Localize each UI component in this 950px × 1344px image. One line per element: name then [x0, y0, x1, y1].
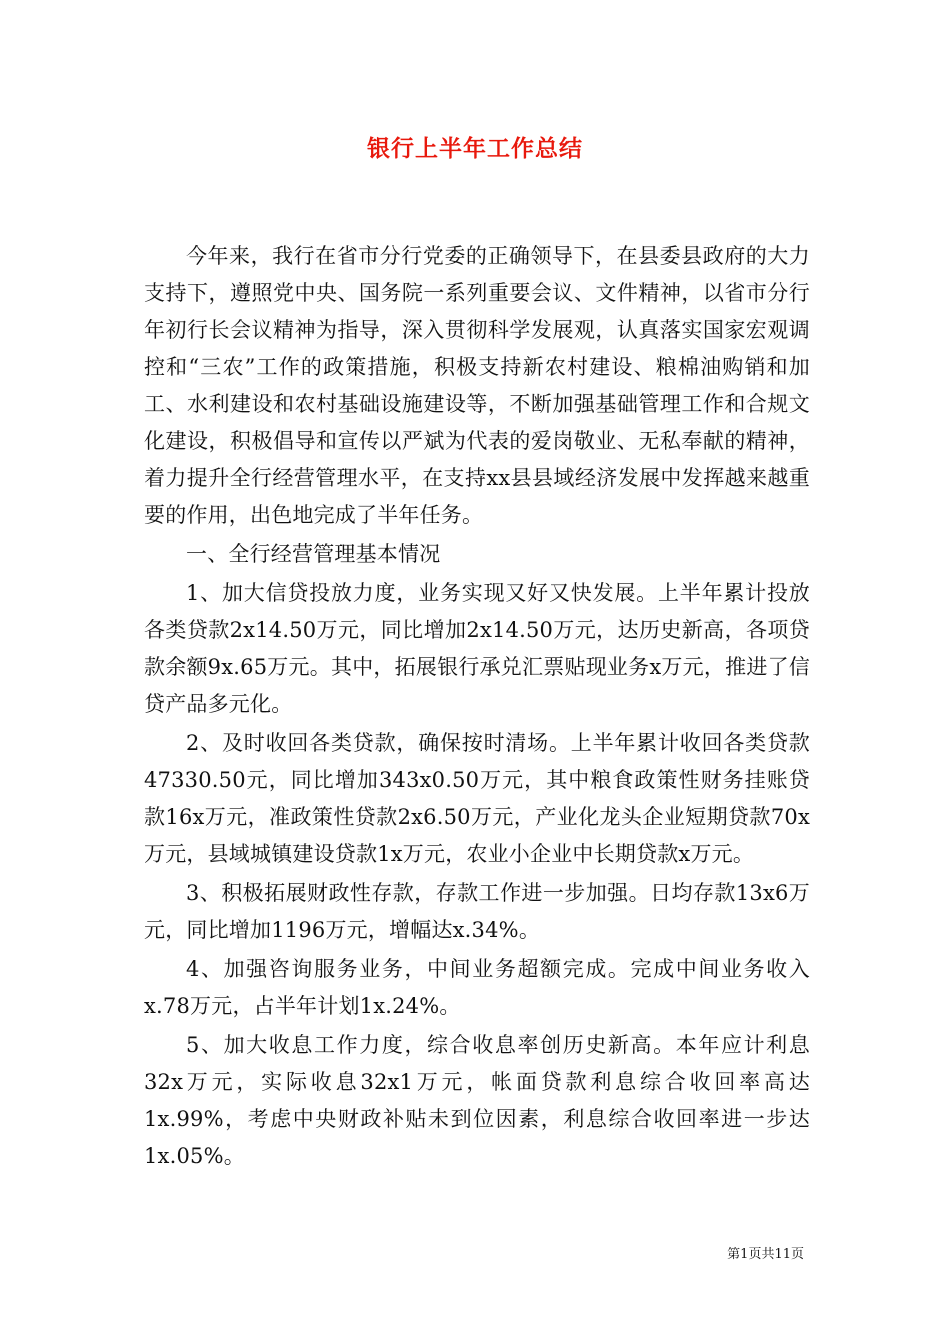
- document-title: 银行上半年工作总结: [367, 136, 583, 162]
- paragraph-intro: 今年来，我行在省市分行党委的正确领导下，在县委县政府的大力支持下，遵照党中央、国务院一系列重要会议、文件精神，以省市分行年初行长会议精神为指导，深入贯彻科学发展观，认真落实国家宏观调控和“三农”工作的政策措施，积极支持新农村建设、粮棉油购销和加工、水利建设和农村基础设施建设等，不断加强基础管理工作和合规文化建设，积极倡导和宣传以严斌为代表的爱岗敬业、无私奉献的精神，着力提升全行经营管理水平，在支持xx县县域经济发展中发挥越来越重要的作用，出色地完成了半年任务。: [144, 244, 810, 527]
- page-number: 第1页共11页: [727, 1247, 804, 1262]
- document-body: [144, 238, 810, 1177]
- paragraph-item-1: 1、加大信贷投放力度，业务实现又好又快发展。上半年累计投放各类贷款2x14.50万元，同比增加2x14.50万元，达历史新高，各项贷款余额9x.65万元。其中，拓展银行承兑汇票贴现业务x万元，推进了信贷产品多元化。: [144, 581, 810, 716]
- paragraph-item-2: 2、及时收回各类贷款，确保按时清场。上半年累计收回各类贷款47330.50元，同比增加343x0.50万元，其中粮食政策性财务挂账贷款16x万元，准政策性贷款2x6.50万元，产业化龙头企业短期贷款70x万元，县域城镇建设贷款1x万元，农业小企业中长期贷款x万元。: [144, 731, 810, 866]
- section-heading: 一、全行经营管理基本情况: [186, 542, 441, 566]
- paragraph-item-5: 5、加大收息工作力度，综合收息率创历史新高。本年应计利息32x万元，实际收息32x1万元，帐面贷款利息综合收回率高达1x.99%，考虑中央财政补贴未到位因素，利息综合收回率进一步达1x.05%。: [144, 1033, 810, 1168]
- paragraph-item-3: 3、积极拓展财政性存款，存款工作进一步加强。日均存款13x6万元，同比增加1196万元，增幅达x.34%。: [144, 881, 810, 942]
- paragraph-item-4: 4、加强咨询服务业务，中间业务超额完成。完成中间业务收入x.78万元，占半年计划1x.24%。: [144, 957, 810, 1018]
